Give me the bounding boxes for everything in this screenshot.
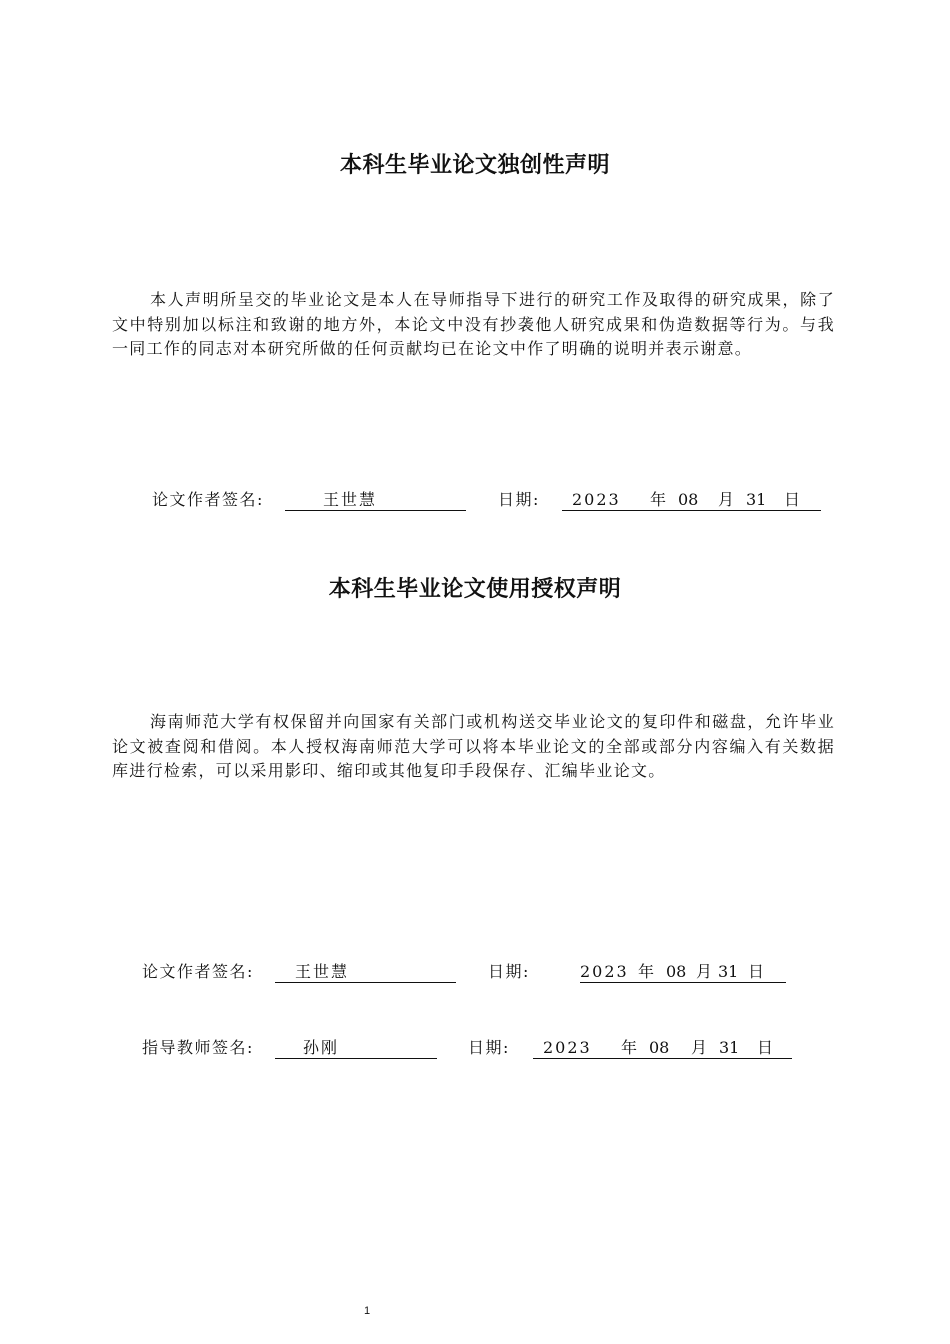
date-year: 2023 [572,490,621,509]
date-month: 08 [649,1038,670,1057]
date-label: 日期: [488,962,530,981]
date-label: 日期: [468,1038,510,1057]
authorization-author-signature-line [0,961,950,983]
date-field [580,961,786,983]
date-day: 31 [746,490,767,509]
date-field [562,489,821,511]
originality-signature-line [0,489,950,511]
date-month-unit: 月 [691,1038,708,1057]
date-month-unit: 月 [696,962,713,981]
authorization-title: 本科生毕业论文使用授权声明 [328,577,622,602]
originality-body: 本人声明所呈交的毕业论文是本人在导师指导下进行的研究工作及取得的研究成果，除了文中特别加以标注和致谢的地方外，本论文中没有抄袭他人研究成果和伪造数据等行为。与我一同工作的同志对本研究所做的任何贡献均已在论文中作了明确的说明并表示谢意。 [112,290,835,358]
date-label: 日期: [498,490,540,509]
date-month: 08 [666,962,687,981]
date-day: 31 [719,1038,740,1057]
author-name: 王世慧 [323,490,378,509]
date-year: 2023 [580,962,629,981]
authorization-advisor-signature-line [0,1037,950,1059]
author-signature-label: 论文作者签名: [152,490,264,509]
author-signature-label: 论文作者签名: [142,962,254,981]
date-month: 08 [678,490,699,509]
page-number: 1 [363,1305,371,1317]
authorization-body: 海南师范大学有权保留并向国家有关部门或机构送交毕业论文的复印件和磁盘，允许毕业论文被查阅和借阅。本人授权海南师范大学可以将本毕业论文的全部或部分内容编入有关数据库进行检索，可以采用影印、缩印或其他复印手段保存、汇编毕业论文。 [112,712,835,780]
author-name: 王世慧 [295,962,350,981]
date-day-unit: 日 [748,962,765,981]
advisor-signature-label: 指导教师签名: [142,1038,254,1057]
date-year: 2023 [543,1038,592,1057]
date-day-unit: 日 [757,1038,774,1057]
advisor-name: 孙刚 [303,1038,340,1057]
author-signature-field [275,961,456,983]
date-field [533,1037,792,1059]
date-day-unit: 日 [784,490,801,509]
advisor-signature-field [275,1037,437,1059]
date-year-unit: 年 [621,1038,638,1057]
author-signature-field [285,489,466,511]
date-month-unit: 月 [718,490,735,509]
date-day: 31 [718,962,739,981]
date-year-unit: 年 [650,490,667,509]
originality-title: 本科生毕业论文独创性声明 [339,153,610,178]
date-year-unit: 年 [638,962,655,981]
